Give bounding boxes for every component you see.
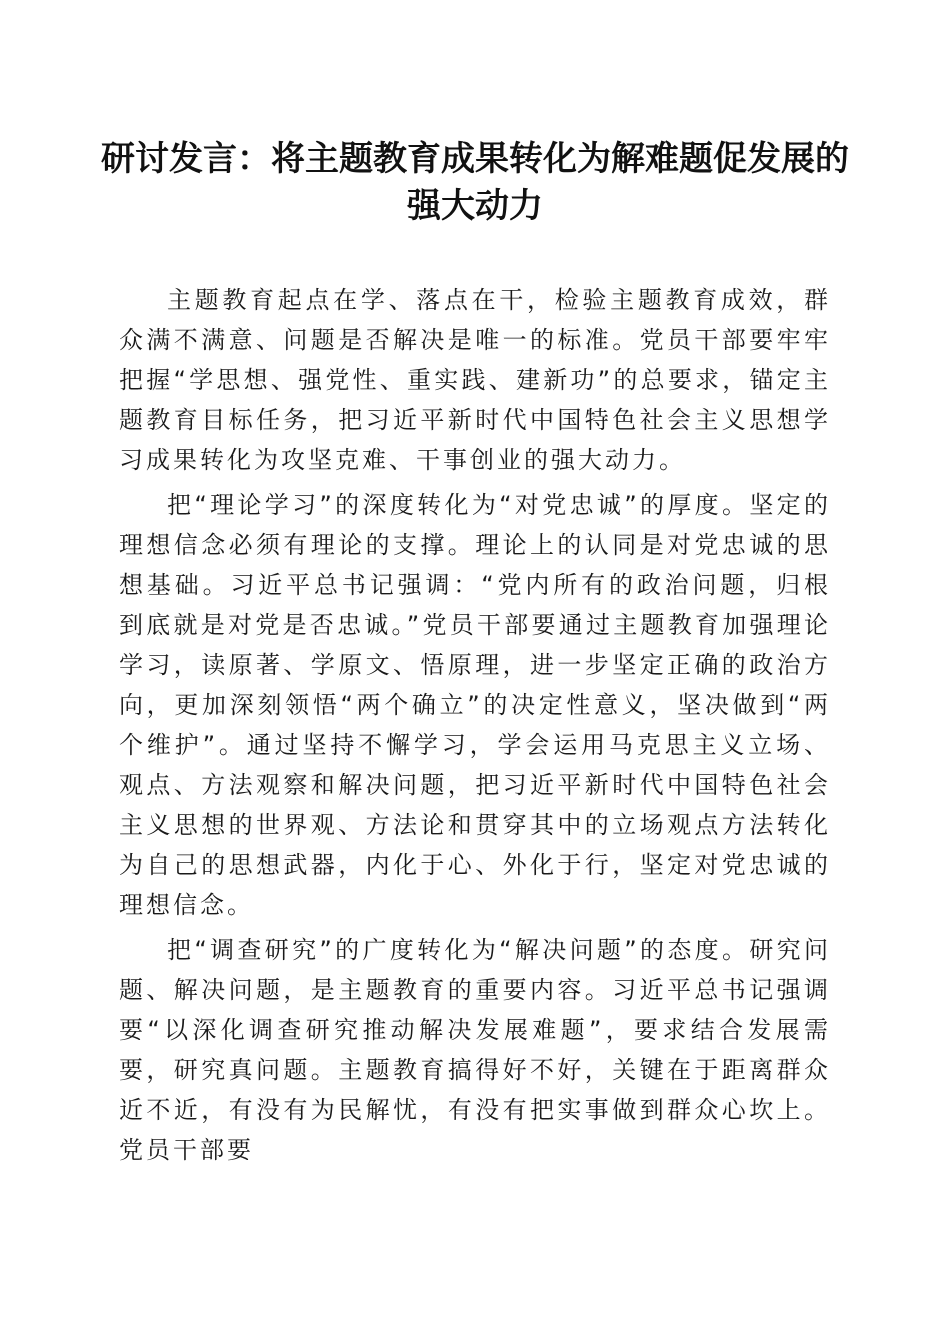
paragraph-investigation: 把“调查研究”的广度转化为“解决问题”的态度。研究问题、解决问题，是主题教育的重要内容。习近平总书记强调要“以深化调查研究推动解决发展难题”，要求结合发展需要，研究真问题。主题教育搞得好不好，关键在于距离群众近不近，有没有为民解忧，有没有把实事做到群众心坎上。党员干部要: [119, 936, 831, 1164]
document-title: 研讨发言：将主题教育成果转化为解难题促发展的强大动力: [101, 139, 849, 226]
paragraph-theory-study: 把“理论学习”的深度转化为“对党忠诚”的厚度。坚定的理想信念必须有理论的支撑。理论上的认同是对党忠诚的思想基础。习近平总书记强调：“党内所有的政治问题，归根到底就是对党是否忠诚。”党员干部要通过主题教育加强理论学习，读原著、学原文、悟原理，进一步坚定正确的政治方向，更加深刻领悟“两个确立”的决定性意义，坚决做到“两个维护”。通过坚持不懈学习，学会运用马克思主义立场、观点、方法观察和解决问题，把习近平新时代中国特色社会主义思想的世界观、方法论和贯穿其中的立场观点方法转化为自己的思想武器，内化于心、外化于行，坚定对党忠诚的理想信念。: [119, 491, 831, 919]
document-body: [119, 280, 831, 1175]
paragraph-intro: 主题教育起点在学、落点在干，检验主题教育成效，群众满不满意、问题是否解决是唯一的标准。党员干部要牢牢把握“学思想、强党性、重实践、建新功”的总要求，锚定主题教育目标任务，把习近平新时代中国特色社会主义思想学习成果转化为攻坚克难、干事创业的强大动力。: [119, 286, 831, 474]
